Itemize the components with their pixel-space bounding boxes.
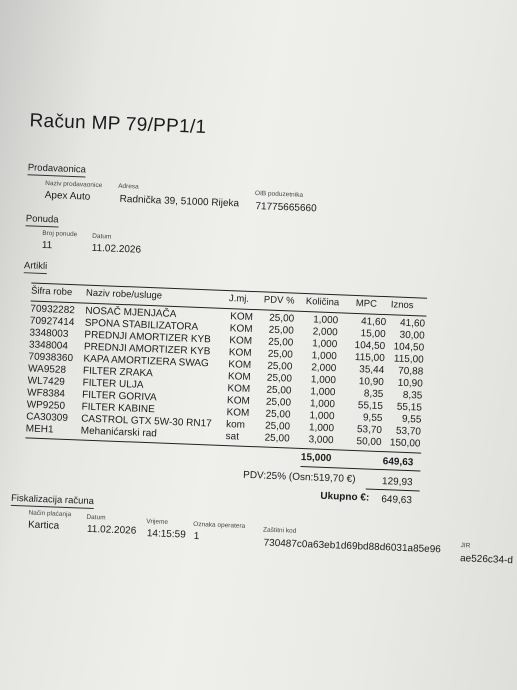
- cell-unit: KOM: [226, 407, 250, 419]
- zki-label: Zaštitni kod: [262, 526, 297, 535]
- offer-number-label: Broj ponude: [42, 229, 78, 239]
- cell-price: 15,00: [360, 328, 386, 341]
- jir-code: ae526c34-d: [459, 553, 514, 567]
- cell-unit: KOM: [230, 311, 254, 324]
- cell-vat: 25,00: [266, 372, 293, 385]
- cell-name: KAPA AMORTIZERA SWAG: [83, 353, 210, 370]
- fiscal-date: 11.02.2026: [86, 523, 137, 537]
- offer-section-heading: Ponuda: [25, 213, 59, 226]
- cell-vat: 25,00: [267, 360, 293, 373]
- cell-qty: 1,000: [312, 338, 338, 351]
- cell-price: 35,44: [359, 364, 385, 377]
- col-unit: J.mj.: [228, 293, 250, 305]
- col-vat: PDV %: [263, 294, 295, 307]
- cell-code: WP9250: [26, 399, 66, 412]
- cell-name: Mehanićarski rad: [80, 425, 158, 440]
- offer-number: 11: [41, 239, 53, 252]
- cell-name: NOSAČ MJENJAČA: [85, 305, 177, 321]
- cell-qty: 1,000: [308, 422, 335, 435]
- cell-amount: 30,00: [399, 329, 425, 342]
- grand-total-amount: 649,63: [381, 494, 413, 507]
- cell-amount: 10,90: [397, 377, 423, 390]
- cell-code: 3348003: [29, 327, 69, 340]
- cell-qty: 1,000: [309, 410, 335, 423]
- cell-qty: 1,000: [309, 398, 336, 411]
- cell-amount: 9,55: [401, 413, 422, 426]
- cell-price: 9,55: [362, 412, 383, 425]
- cell-amount: 70,88: [398, 365, 424, 378]
- cell-unit: KOM: [229, 323, 253, 336]
- cell-amount: 53,70: [395, 425, 422, 438]
- cell-vat: 25,00: [265, 408, 291, 421]
- cell-code: 70932282: [30, 303, 76, 317]
- cell-unit: KOM: [227, 371, 251, 383]
- items-section-heading: Artikli: [23, 260, 48, 273]
- vat-amount: 129,93: [381, 476, 413, 489]
- col-price: MPC: [355, 297, 378, 310]
- cell-vat: 25,00: [265, 396, 292, 409]
- cell-price: 8,35: [363, 388, 384, 401]
- offer-date-label: Datum: [92, 232, 112, 241]
- seller-oib: 71775665660: [255, 201, 317, 215]
- cell-qty: 3,000: [308, 434, 334, 447]
- cell-name: FILTER ULJA: [82, 377, 144, 391]
- cell-code: MEH1: [25, 423, 54, 436]
- cell-amount: 55,15: [396, 401, 423, 414]
- cell-code: 3348004: [28, 339, 69, 352]
- fiscal-time: 14:15:59: [146, 528, 186, 541]
- items-table-body: [25, 303, 430, 458]
- payment-method-label: Način plaćanja: [28, 509, 72, 519]
- fiscal-date-label: Datum: [86, 513, 106, 522]
- cell-price: 115,00: [354, 351, 385, 365]
- cell-unit: kom: [225, 419, 246, 431]
- cell-amount: 8,35: [402, 389, 423, 402]
- cell-name: FILTER KABINE: [81, 401, 155, 416]
- cell-code: CA30309: [26, 411, 69, 424]
- col-qty: Količina: [305, 296, 340, 309]
- offer-date: 11.02.2026: [91, 242, 142, 256]
- col-amount: Iznos: [390, 299, 414, 312]
- cell-unit: KOM: [228, 347, 252, 359]
- seller-address-label: Adresa: [118, 182, 139, 191]
- cell-vat: 25,00: [264, 432, 290, 445]
- cell-price: 104,50: [354, 339, 386, 353]
- cell-code: WF8384: [26, 387, 66, 400]
- cell-qty: 1,000: [310, 374, 337, 387]
- cell-name: SPONA STABILIZATORA: [84, 317, 199, 333]
- cell-code: WL7429: [27, 375, 66, 388]
- cell-qty: 1,000: [310, 386, 336, 399]
- cell-vat: 25,00: [268, 324, 294, 337]
- payment-method: Kartica: [27, 519, 60, 532]
- cell-price: 41,60: [360, 316, 387, 329]
- seller-name-label: Naziv prodavaonice: [45, 179, 103, 190]
- cell-price: 50,00: [356, 436, 382, 449]
- cell-vat: 25,00: [268, 336, 294, 349]
- seller-oib-label: OIB poduzetnika: [254, 190, 304, 199]
- cell-amount: 115,00: [393, 353, 424, 366]
- cell-amount: 150,00: [389, 437, 421, 450]
- operator-code: 1: [193, 530, 200, 543]
- receipt-title: Račun MP 79/PP1/1: [29, 110, 207, 139]
- cell-qty: 1,000: [311, 350, 338, 363]
- cell-qty: 1,000: [312, 314, 339, 327]
- cell-vat: 25,00: [268, 312, 295, 325]
- cell-qty: 2,000: [312, 326, 338, 339]
- vat-rule: [366, 488, 420, 491]
- cell-price: 10,90: [358, 376, 385, 389]
- col-code: Šifra robe: [30, 285, 73, 299]
- cell-unit: KOM: [228, 359, 252, 371]
- cell-name: CASTROL GTX 5W-30 RN17: [80, 413, 212, 430]
- cell-name: FILTER ZRAKA: [82, 365, 154, 380]
- total-amount: 649,63: [382, 456, 414, 469]
- seller-name: Apex Auto: [44, 189, 91, 203]
- cell-price: 53,70: [356, 424, 383, 437]
- cell-name: PREDNJI AMORTIZER KYB: [83, 341, 211, 358]
- cell-vat: 25,00: [267, 348, 294, 361]
- jir-label: JIR: [460, 542, 471, 550]
- seller-address: Radnička 39, 51000 Rijeka: [119, 193, 240, 210]
- grand-total-label: Ukupno €:: [320, 490, 370, 504]
- cell-vat: 25,00: [264, 420, 291, 433]
- seller-section-heading: Prodavaonica: [27, 162, 87, 176]
- cell-code: 70938360: [28, 351, 74, 365]
- cell-vat: 25,00: [266, 384, 292, 397]
- vat-label: PDV:25% (Osn:519,70 €): [242, 469, 356, 486]
- zki-code: 730487c0a63eb1d69bd88d6031a85e96: [263, 537, 442, 556]
- total-quantity: 15,000: [300, 451, 332, 465]
- cell-code: WA9528: [27, 363, 67, 376]
- cell-name: FILTER GORIVA: [81, 389, 157, 404]
- fiscal-section-heading: Fiskalizacija računa: [10, 492, 95, 508]
- cell-name: PREDNJI AMORTIZER KYB: [84, 329, 212, 346]
- cell-unit: sat: [225, 431, 240, 443]
- cell-unit: KOM: [227, 383, 251, 395]
- cell-unit: KOM: [229, 335, 253, 347]
- cell-unit: KOM: [226, 395, 250, 407]
- cell-amount: 104,50: [393, 341, 425, 354]
- cell-code: 70927414: [29, 315, 75, 329]
- fiscal-time-label: Vrijeme: [146, 518, 169, 526]
- receipt-sheet: [2, 110, 517, 651]
- operator-label: Oznaka operatera: [193, 520, 246, 530]
- cell-price: 55,15: [357, 400, 384, 413]
- cell-qty: 2,000: [311, 362, 337, 375]
- col-name: Naziv robe/usluge: [85, 287, 163, 302]
- cell-amount: 41,60: [399, 317, 426, 330]
